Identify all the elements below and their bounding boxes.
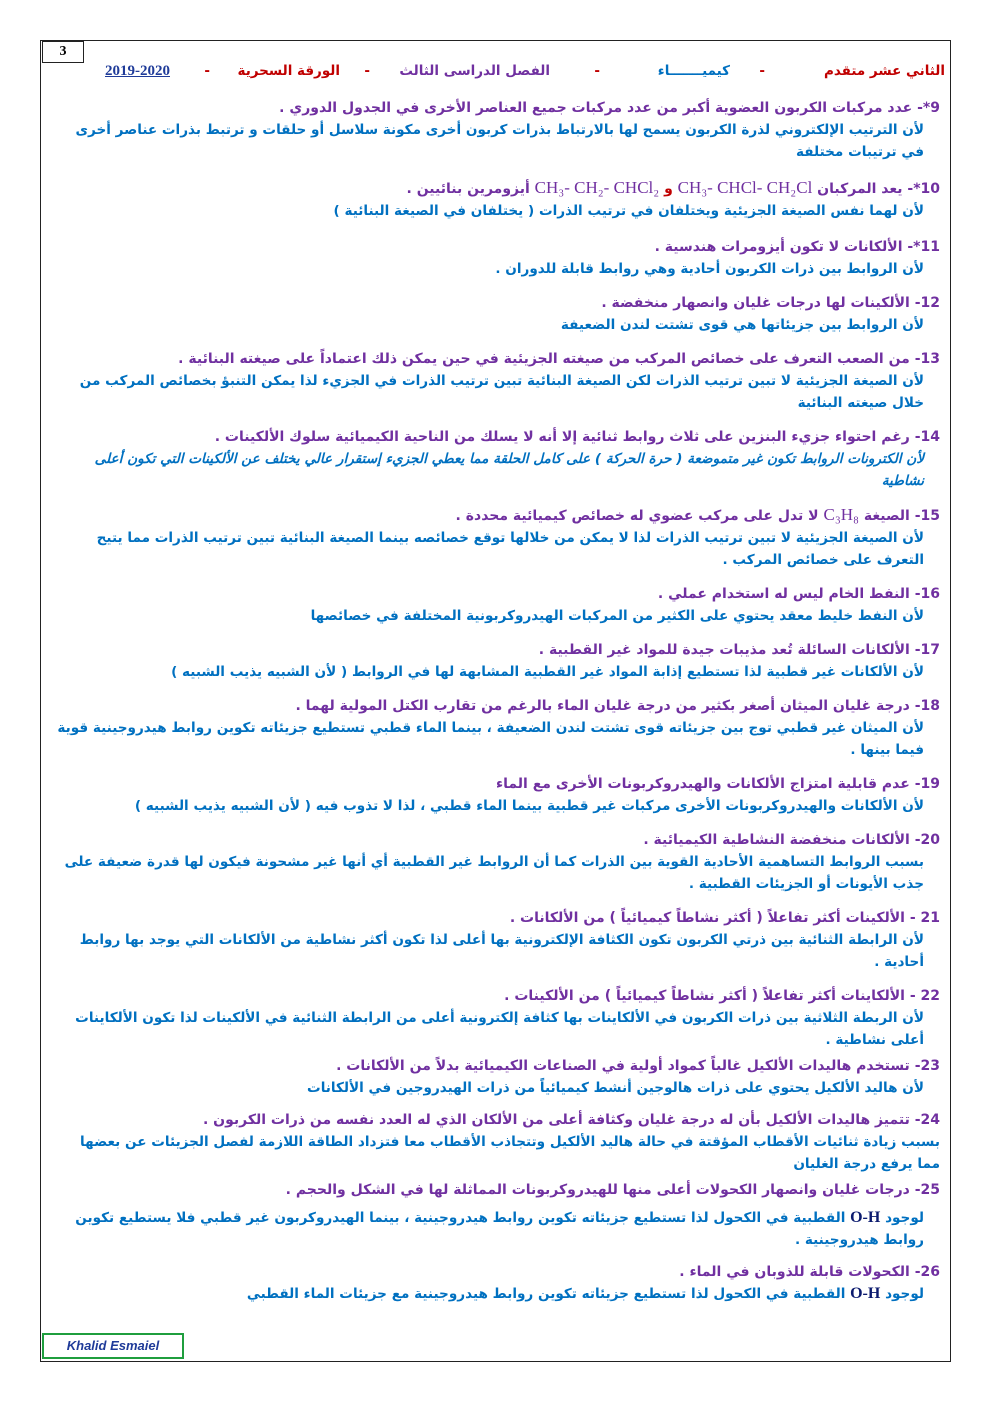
question-item: [55, 177, 940, 222]
question-prefix: 15- الصيغة: [863, 508, 940, 524]
answer-text: [55, 1283, 924, 1305]
answer-text: لأن الألكانات والهيدروكربونات الأخرى مركبات غير قطبية بينما الماء قطبي ، لذا لا تذوب فيه ( لأن الشبيه يذيب الشبيه ): [134, 798, 924, 814]
header-term: الفصل الدراسى الثالث: [399, 63, 550, 79]
question-text: 26- الكحولات قابلة للذوبان في الماء .: [679, 1264, 940, 1280]
question-text: 9*- عدد مركبات الكربون العضوية أكبر من عدد مركبات جميع العناصر الأخرى في الجدول الدوري .: [279, 100, 940, 116]
question-item: [55, 1179, 940, 1251]
question-item: [55, 639, 940, 683]
header-separator: -: [204, 63, 210, 79]
header-year: 2019-2020: [105, 63, 170, 79]
answer-text: لأن الميثان غير قطبي توج بين جزيئاته قوى تشتت لندن الضعيفة ، بينما الماء قطبي تستطيع جزيئاته تكوين روابط هيدروجينية قوية فيما بينها .: [57, 720, 924, 758]
questions-list: [55, 97, 940, 1305]
answer-text: لأن الروابط بين جزيئاتها هي قوى تشتت لندن الضعيفة: [560, 317, 924, 333]
answer-text: [55, 1207, 924, 1251]
answer-text: لأن الروابط بين ذرات الكربون أحادية وهي روابط قابلة للدوران .: [495, 261, 924, 277]
answer-prefix: لوجود: [885, 1210, 924, 1226]
question-item: [55, 1261, 940, 1305]
answer-text: لأن النفط خليط معقد يحتوي على الكثير من المركبات الهيدروكربونية المختلفة في خصائصها: [310, 608, 924, 624]
header-subject: كيميـــــــاء: [657, 63, 730, 79]
answer-text: لأن الترتيب الإلكتروني لذرة الكربون يسمح لها بالارتباط بذرات كربون أخرى مكونة سلاسل أو حلقات و ترتبط بذرات عناصر أخرى في ترتيبات مختلفة: [75, 122, 924, 160]
answer-text: لأن الرابطة الثنائية بين ذرتي الكربون تكون الكثافة الإلكترونية بها أعلى لذا تكون أكثر نشاطية من الألكانات التي يوجد بها روابط أحادية .: [79, 932, 924, 970]
formula: CH₃- CHCl- CH₂Cl: [677, 178, 813, 197]
answer-text: بسبب الروابط التساهمية الأحادية القوية بين الذرات كما أن الروابط غير القطبية أي أنها غير مشحونة فيكون لها قدرة ضعيفة على جذب الأيونات أو الجزيئات القطبية .: [64, 854, 924, 892]
question-item: [55, 985, 940, 1051]
question-suffix: أيزومرين بنائيين .: [406, 181, 530, 197]
question-item: [55, 695, 940, 761]
question-text: 24- تتميز هاليدات الألكيل بأن له درجة غليان وكثافة أعلى من الألكان الذي له العدد نفسه من ذرات الكربون .: [202, 1112, 940, 1128]
header: [85, 63, 945, 85]
question-item: [55, 583, 940, 627]
question-text: 20- الألكانات منخفضة النشاطية الكيميائية .: [643, 832, 940, 848]
answer-text: لأن الصيغة الجزيئية لا تبين ترتيب الذرات لذا لا يمكن من خلالها توقع خصائصه بينما الصيغة البنائية تبين ترتيب الذرات مما يتيح التعرف على خصائص المركب .: [96, 530, 924, 568]
answer-suffix: القطبية في الكحول لذا تستطيع جزيئاته تكوين روابط هيدروجينية ، بينما الهيدروكربون غير قطبي فلا يستطيع تكوين روابط هيدروجينية .: [75, 1210, 924, 1248]
question-text: 13- من الصعب التعرف على خصائص المركب من صيغته الجزيئية في حين يمكن ذلك اعتماداً على صيغته البنائية .: [178, 351, 940, 367]
question-text: 19- عدم قابلية امتزاج الألكانات والهيدروكربونات الأخرى مع الماء: [495, 776, 940, 792]
formula: O-H: [850, 1209, 881, 1226]
answer-text: بسبب زيادة ثنائيات الأقطاب المؤقتة في حالة هاليد الألكيل وتتجاذب الأقطاب معا فتزداد الطاقة اللازمة لفصل الجزيئات عن بعضها مما يرفع درجة الغليان: [80, 1134, 940, 1172]
question-item: [55, 97, 940, 163]
question-item: [55, 426, 940, 492]
answer-text: لأن لهما نفس الصيغة الجزيئية ويختلفان في ترتيب الذرات ( يختلفان في الصيغة البنائية ): [333, 203, 924, 219]
question-text: 23- تستخدم هاليدات الألكيل غالباً كمواد أولية في الصناعات الكيميائية بدلاً من الألكانات .: [336, 1058, 940, 1074]
question-item: [55, 236, 940, 280]
formula: C₃H₈: [823, 505, 859, 524]
question-item: [55, 348, 940, 414]
question-text: 12- الألكينات لها درجات غليان وانصهار منخفضة .: [601, 295, 940, 311]
question-text: [55, 504, 940, 527]
question-text: 22 - الألكاينات أكثر تفاعلاً ( أكثر نشاطاً كيميائياً ) من الألكينات .: [504, 988, 940, 1004]
question-item: [55, 907, 940, 973]
header-title: الورقة السحرية: [237, 63, 340, 79]
question-text: [55, 177, 940, 200]
header-level: الثاني عشر متقدم: [823, 63, 945, 79]
page-number: 3: [42, 41, 84, 63]
formula: O-H: [850, 1285, 881, 1302]
question-item: [55, 292, 940, 336]
answer-suffix: القطبية في الكحول لذا تستطيع جزيئاته تكوين روابط هيدروجينية مع جزيئات الماء القطبي: [246, 1286, 846, 1302]
answer-text: لأن الكترونات الروابط تكون غير متموضعة ( حرة الحركة ) على كامل الحلقة مما يعطي الجزيء إستقرار عالي يختلف عن الألكينات التي تكون أعلى نشاطية: [94, 451, 924, 489]
answer-text: لأن هاليد الألكيل يحتوي على ذرات هالوجين أنشط كيميائياً من ذرات الهيدروجين في الألكانات: [307, 1080, 924, 1096]
answer-text: لأن الصيغة الجزيئية لا تبين ترتيب الذرات لكن الصيغة البنائية تبين ترتيب الذرات في الجزيء لذا يمكن التنبؤ بخصائص المركب من خلال صيغته البنائية: [79, 373, 924, 411]
question-suffix: لا تدل على مركب عضوي له خصائص كيميائية محددة .: [455, 508, 819, 524]
header-separator: -: [759, 63, 765, 79]
header-separator: -: [594, 63, 600, 79]
question-item: [55, 829, 940, 895]
answer-text: لأن الربطة الثلاثية بين ذرات الكربون في الألكاينات بها كثافة إلكترونية أعلى من الرابطة الثنائية في الألكينات لذا تكون الألكاينات أعلى نشاطية .: [75, 1010, 924, 1048]
header-separator: -: [364, 63, 370, 79]
answer-prefix: لوجود: [885, 1286, 924, 1302]
question-item: [55, 773, 940, 817]
question-item: [55, 1055, 940, 1099]
formula: CH₃- CH₂- CHCl₂: [534, 178, 660, 197]
question-item: [55, 1109, 940, 1175]
question-text: 21 - الألكينات أكثر تفاعلاً ( أكثر نشاطاً كيميائياً ) من الألكانات .: [509, 910, 940, 926]
question-text: 18- درجة غليان الميثان أصغر بكثير من درجة غليان الماء بالرغم من تقارب الكتل المولية لهما .: [295, 698, 940, 714]
conjunction: و: [664, 181, 673, 197]
answer-text: لأن الألكانات غير قطبية لذا تستطيع إذابة المواد غير القطبية المشابهة لها في الروابط ( لأن الشبيه يذيب الشبيه ): [171, 664, 924, 680]
question-text: 14- رغم احتواء جزيء البنزين على ثلاث روابط ثنائية إلا أنه لا يسلك من الناحية الكيميائية سلوك الألكينات .: [214, 429, 940, 445]
question-prefix: 10*- يعد المركبان: [817, 181, 940, 197]
question-text: 25- درجات غليان وانصهار الكحولات أعلى منها للهيدروكربونات المماثلة لها في الشكل والحجم .: [285, 1182, 940, 1198]
question-text: 17- الألكانات السائلة تُعد مذيبات جيدة للمواد غير القطبية .: [538, 642, 940, 658]
question-text: 11*- الألكانات لا تكون أيزومرات هندسية .: [654, 239, 940, 255]
author-signature: Khalid Esmaiel: [42, 1333, 184, 1359]
question-item: [55, 504, 940, 571]
question-text: 16- النفط الخام ليس له استخدام عملي .: [657, 586, 940, 602]
